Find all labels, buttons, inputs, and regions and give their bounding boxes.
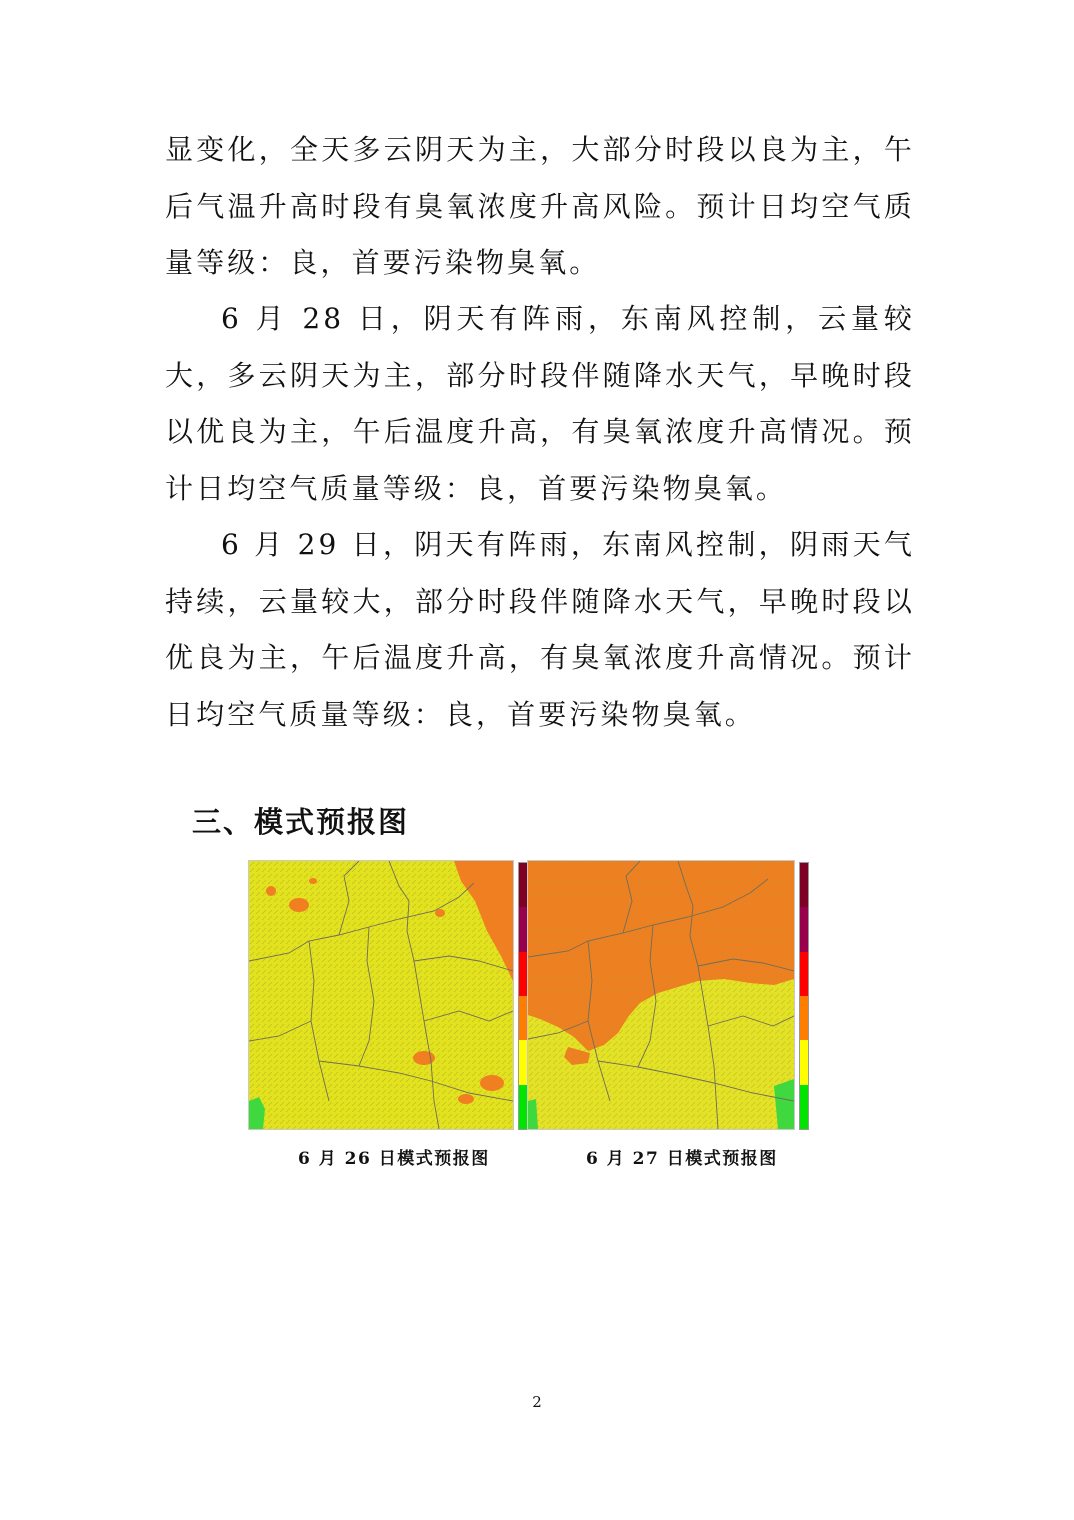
- legend-swatch: [519, 1040, 527, 1084]
- legend-swatch: [800, 1040, 808, 1084]
- forecast-map-june-26: [248, 860, 514, 1130]
- paragraph-text: 6 月 29 日，阴天有阵雨，东南风控制，阴雨天气持续，云量较大，部分时段伴随降水天气，早晚时段以优良为主，午后温度升高，有臭氧浓度升高情况。预计日均空气质量等级：良，首要污染物臭氧。: [165, 528, 915, 731]
- legend-swatch: [519, 863, 527, 907]
- aqi-color-legend: [799, 862, 809, 1130]
- section-heading: 三、模式预报图: [192, 805, 410, 839]
- figure-caption: 6 月 26 日模式预报图: [298, 1149, 490, 1169]
- legend-swatch: [519, 996, 527, 1040]
- legend-swatch: [800, 952, 808, 996]
- forecast-map-image: [528, 861, 794, 1129]
- legend-swatch: [800, 996, 808, 1040]
- page-number: 2: [532, 1393, 542, 1411]
- paragraph-june-29: [165, 517, 915, 743]
- paragraph-text: 6 月 28 日，阴天有阵雨，东南风控制，云量较大，多云阴天为主，部分时段伴随降水天气，早晚时段以优良为主，午后温度升高，有臭氧浓度升高情况。预计日均空气质量等级：良，首要污染物臭氧。: [165, 302, 915, 505]
- paragraph-june-28: [165, 291, 915, 517]
- paragraph-text: 显变化，全天多云阴天为主，大部分时段以良为主，午后气温升高时段有臭氧浓度升高风险。预计日均空气质量等级：良，首要污染物臭氧。: [165, 133, 915, 279]
- legend-swatch: [519, 907, 527, 951]
- legend-swatch: [800, 863, 808, 907]
- paragraph-continued: [165, 122, 915, 292]
- legend-swatch: [519, 1085, 527, 1129]
- legend-swatch: [800, 1085, 808, 1129]
- legend-swatch: [800, 907, 808, 951]
- figure-caption: 6 月 27 日模式预报图: [586, 1149, 778, 1169]
- forecast-map-june-27: [527, 860, 795, 1130]
- legend-swatch: [519, 952, 527, 996]
- forecast-map-image: [249, 861, 513, 1129]
